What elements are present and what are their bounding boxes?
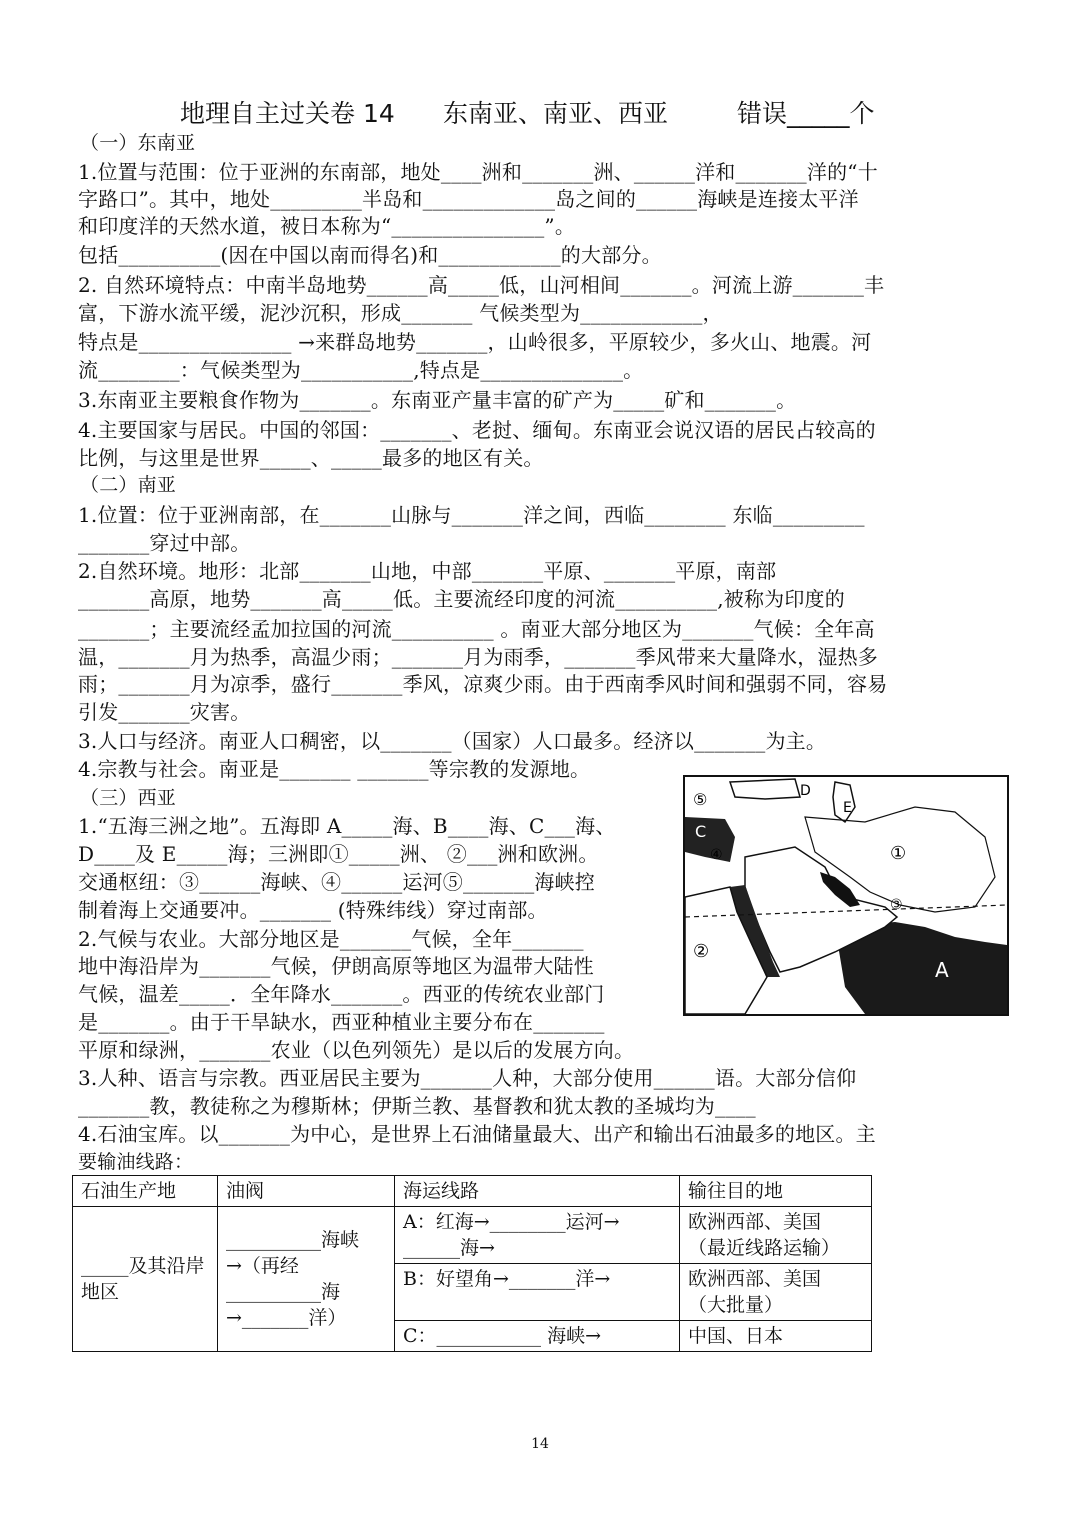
text-line: D____及 E_____海；三洲即①_____洲、 ②___洲和欧洲。: [78, 842, 599, 866]
text-line: _______穿过中部。: [78, 531, 251, 555]
text-line: 富，下游水流平缓，泥沙沉积，形成_______ 气候类型为____________，: [78, 301, 723, 325]
page-number: 14: [531, 1436, 549, 1452]
route-cell: [395, 1207, 680, 1264]
text-line: 1.位置与范围：位于亚洲的东南部，地处____洲和_______洲、______洋和_______洋的“十: [78, 160, 878, 184]
valve-line: __________海: [226, 1281, 341, 1303]
text-line: 字路口”。其中，地处_________半岛和_____________岛之间的______海峡是连接太平洋: [78, 187, 859, 211]
map-label-5: ⑤: [693, 790, 708, 809]
text-line: _______教，教徒称之为穆斯林；伊斯兰教、基督教和犹太教的圣城均为____: [78, 1094, 756, 1118]
text-line: 雨；_______月为凉季，盛行_______季风，凉爽少雨。由于西南季风时间和强弱不同，容易: [78, 672, 888, 696]
destination-cell: [680, 1207, 872, 1264]
header-cell: 石油生产地: [73, 1176, 218, 1207]
valve-line: →（再经: [226, 1255, 299, 1277]
text-line: 4.主要国家与居民。中国的邻国：_______、老挝、缅甸。东南亚会说汉语的居民占较高的: [78, 418, 876, 442]
title-topic: 东南亚、南亚、西亚: [443, 99, 669, 128]
producer-cell: _____及其沿岸地区: [73, 1207, 218, 1352]
text-line: 平原和绿洲，_______农业（以色列领先）是以后的发展方向。: [78, 1038, 635, 1062]
route-line: ______海→: [403, 1237, 495, 1259]
text-line: 特点是_______________ →来群岛地势_______，山岭很多，平原较少，多火山、地震。河: [78, 330, 872, 354]
text-line: 3.人种、语言与宗教。西亚居民主要为_______人种，大部分使用______语。大部分信仰: [78, 1066, 857, 1090]
title-main: 地理自主过关卷 14: [180, 99, 395, 128]
text-line: 和印度洋的天然水道，被日本称为“_______________”。: [78, 214, 576, 238]
text-line: 2. 自然环境特点：中南半岛地势______高_____低，山河相间_______。河流上游_______丰: [78, 273, 885, 297]
text-line: 温，_______月为热季，高温少雨；_______月为雨季，_______季风带来大量降水，湿热多: [78, 645, 878, 669]
map-label-2: ②: [693, 941, 710, 962]
table-header-row: [73, 1176, 872, 1207]
section-southeast-asia: （一）东南亚: [80, 132, 196, 154]
route-cell: [395, 1321, 680, 1352]
text-line: _______高原，地势_______高_____低。主要流经印度的河流__________,被称为印度的: [78, 587, 845, 611]
destination-cell: [680, 1321, 872, 1352]
text-line: 交通枢纽：③______海峡、④______运河⑤_______海峡控: [78, 870, 595, 894]
destination-cell: [680, 1264, 872, 1321]
destination-line: 欧洲西部、美国: [688, 1211, 822, 1233]
black-sea: [730, 779, 800, 799]
text-line: 包括__________(因在中国以南而得名)和____________的大部分。: [78, 243, 662, 267]
route-line: B：好望角→_______洋→: [403, 1268, 611, 1290]
section-west-asia: （三）西亚: [80, 787, 177, 809]
text-line: 制着海上交通要冲。_______ (特殊纬线）穿过南部。: [78, 898, 548, 922]
map-label-3: ③: [890, 897, 903, 913]
text-line: 气候，温差_____．全年降水_______。西亚的传统农业部门: [78, 982, 605, 1006]
destination-line: 中国、日本: [688, 1325, 784, 1347]
destination-line: （大批量）: [688, 1294, 784, 1316]
text-line: 地中海沿岸为_______气候，伊朗高原等地区为温带大陆性: [78, 954, 594, 978]
map-svg: [685, 777, 1007, 1014]
text-line: 3.人口与经济。南亚人口稠密，以_______（国家）人口最多。经济以_______为主。: [78, 729, 827, 753]
map-label-1: ①: [890, 843, 907, 864]
text-line: 流________：气候类型为___________,特点是______________。: [78, 358, 644, 382]
text-line: 比例，与这里是世界_____、_____最多的地区有关。: [78, 446, 544, 470]
route-line: A：红海→________运河→: [403, 1211, 620, 1233]
destination-line: 欧洲西部、美国: [688, 1268, 822, 1290]
map-label-e: E: [843, 800, 852, 816]
text-line: 1.位置：位于亚洲南部，在_______山脉与_______洋之间，西临________ 东临_________: [78, 503, 865, 527]
west-asia-map: [683, 775, 1009, 1016]
map-label-d: D: [800, 783, 811, 799]
oil-routes-heading: 要输油线路：: [78, 1151, 194, 1173]
destination-line: （最近线路运输）: [688, 1237, 841, 1259]
text-line: 4.宗教与社会。南亚是_______ _______等宗教的发源地。: [78, 757, 591, 781]
text-line: _______；主要流经孟加拉国的河流__________ 。南亚大部分地区为_______气候：全年高: [78, 617, 875, 641]
text-line: 引发_______灾害。: [78, 700, 251, 724]
valve-line: __________海峡: [226, 1229, 360, 1251]
map-label-c: C: [695, 822, 707, 841]
map-label-4: ④: [710, 847, 723, 863]
map-label-a: A: [935, 958, 949, 982]
header-cell: 输往目的地: [680, 1176, 872, 1207]
section-south-asia: （二）南亚: [80, 474, 177, 496]
header-cell: 海运线路: [395, 1176, 680, 1207]
route-line: C：___________ 海峡→: [403, 1325, 601, 1347]
route-cell: [395, 1264, 680, 1321]
text-line: 是_______。由于干旱缺水，西亚种植业主要分布在_______: [78, 1010, 605, 1034]
text-line: 3.东南亚主要粮食作物为_______。东南亚产量丰富的矿产为_____矿和_______。: [78, 388, 797, 412]
oil-routes-table: [72, 1175, 872, 1352]
text-line: 1.“五海三洲之地”。五海即 A_____海、B____海、C___海、: [78, 814, 616, 838]
table-row: [73, 1207, 872, 1264]
header-cell: 油阀: [218, 1176, 395, 1207]
text-line: 2.气候与农业。大部分地区是_______气候，全年_______: [78, 927, 584, 951]
text-line: 4.石油宝库。以_______为中心，是世界上石油储量最大、出产和输出石油最多的地区。主: [78, 1122, 876, 1146]
text-line: 2.自然环境。地形：北部_______山地，中部_______平原、_______平原，南部: [78, 559, 777, 583]
valve-line: →_______洋）: [226, 1307, 347, 1329]
valve-cell: [218, 1207, 395, 1352]
map-label-b: B: [743, 942, 754, 961]
title-errors: 错误_____个: [737, 99, 875, 128]
